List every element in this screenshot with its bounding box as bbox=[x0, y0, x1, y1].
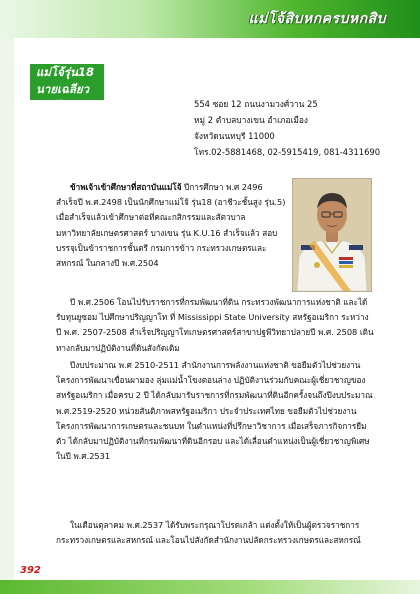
header-band bbox=[0, 0, 420, 38]
footer-band bbox=[0, 580, 420, 594]
paragraph-career-1 bbox=[56, 295, 376, 356]
name-badge bbox=[30, 64, 104, 113]
paragraph-body: ปีงบประมาณ พ.ศ 2510-2511 สำนักงานการพลังงานแห่งชาติ ขอยืมตัวไปช่วยงานโครงการพัฒนาเขื่อนผามอง ลุ่มแม่น้ำโขงตอนล่าง ปฏิบัติงานร่วมกับคณะผู้เชี่ยวชาญของสหรัฐอเมริกา เมื่อครบ 2 ปี ได้กลับมารับราชการที่กรมพัฒนาที่ดินอีกครั้งจนถึงปีงบประมาณ พ.ศ.2519-2520 หน่วยสันติภาพสหรัฐอเมริกา ประจำประเทศไทย ขอยืมตัวไปช่วยงานโครงการพัฒนาการเกษตรและชนบท ในตำแหน่งที่ปรึกษาวิชาการ เมื่อเสร็จภารกิจการยืมตัว ได้กลับมาปฏิบัติงานที่กรมพัฒนาที่ดินอีกรอบ และได้เลื่อนตำแหน่งเป็นผู้เชี่ยวชาญพิเศษ ในปี พ.ศ.2531 bbox=[56, 360, 373, 462]
address-phone: โทร.02-5881468, 02-5915419, 081-4311690 bbox=[194, 147, 381, 157]
paragraph-career-2 bbox=[56, 358, 376, 464]
page-header-title: แม่โจ้สิบหกครบหกสิบ bbox=[248, 11, 386, 27]
address-line: จังหวัดนนทบุรี 11000 bbox=[194, 131, 275, 141]
paragraph-body: ปีการศึกษา พ.ศ 2496 สำเร็จปี พ.ศ.2498 เป็นนักศึกษาแม่โจ้ รุ่น18 (อาชีวะชั้นสูง รุ่น.5) เมื่อสำเร็จแล้วเข้าศึกษาต่อที่คณะกสิกรรมและสัตวบาลมหาวิทยาลัยเกษตรศาสตร์ บางเขน รุ่น K.U.16 สำเร็จแล้ว สอบบรรจุเป็นข้าราชการชั้นตรี กรมการข้าว กระทรวงเกษตรและสหกรณ์ ในกลางปี พ.ศ.2504 bbox=[56, 182, 286, 269]
paragraph-body: ในเดือนตุลาคม พ.ศ.2537 ได้รับพระกรุณาโปรดเกล้า แต่งตั้งให้เป็นผู้ตรวจราชการกระทรวงเกษตรและสหกรณ์ และโอนไปสังกัดสำนักงานปลัดกระทรวงเกษตรและสหกรณ์ bbox=[56, 520, 361, 546]
address-line: หมู่ 2 ตำบลบางเขน อำเภอเมือง bbox=[194, 115, 309, 125]
badge-class-label: แม่โจ้รุ่น18 bbox=[36, 65, 94, 79]
page-number: 392 bbox=[20, 565, 41, 576]
badge-person-name: นายเฉลียว แจ้งไพร bbox=[36, 82, 90, 113]
address-block bbox=[194, 96, 380, 160]
left-margin-band bbox=[0, 38, 14, 594]
address-line: 554 ซอย 12 ถนนงามวงศ์วาน 25 bbox=[194, 99, 318, 109]
portrait-photo bbox=[292, 178, 372, 292]
paragraph-lead: ข้าพเจ้าเข้าศึกษาที่สถาบันแม่โจ้ bbox=[70, 182, 182, 192]
paragraph-career-3 bbox=[56, 518, 376, 548]
paragraph-body: ปี พ.ศ.2506 โอนไปรับราชการที่กรมพัฒนาที่ดิน กระทรวงพัฒนาการแห่งชาติ และได้รับทุนยูซอม ไปศึกษาปริญญาโท ที่ Mississippi State University สหรัฐอเมริกา ระหว่าง ปี พ.ศ. 2507-2508 สำเร็จปริญญาโทเกษตรศาสตร์สาขาปฐพีวิทยาปลายปี พ.ศ. 2508 เดินทางกลับมาปฏิบัติงานที่ดินสังกัดเดิม bbox=[56, 297, 374, 353]
paragraph-intro bbox=[56, 180, 286, 271]
